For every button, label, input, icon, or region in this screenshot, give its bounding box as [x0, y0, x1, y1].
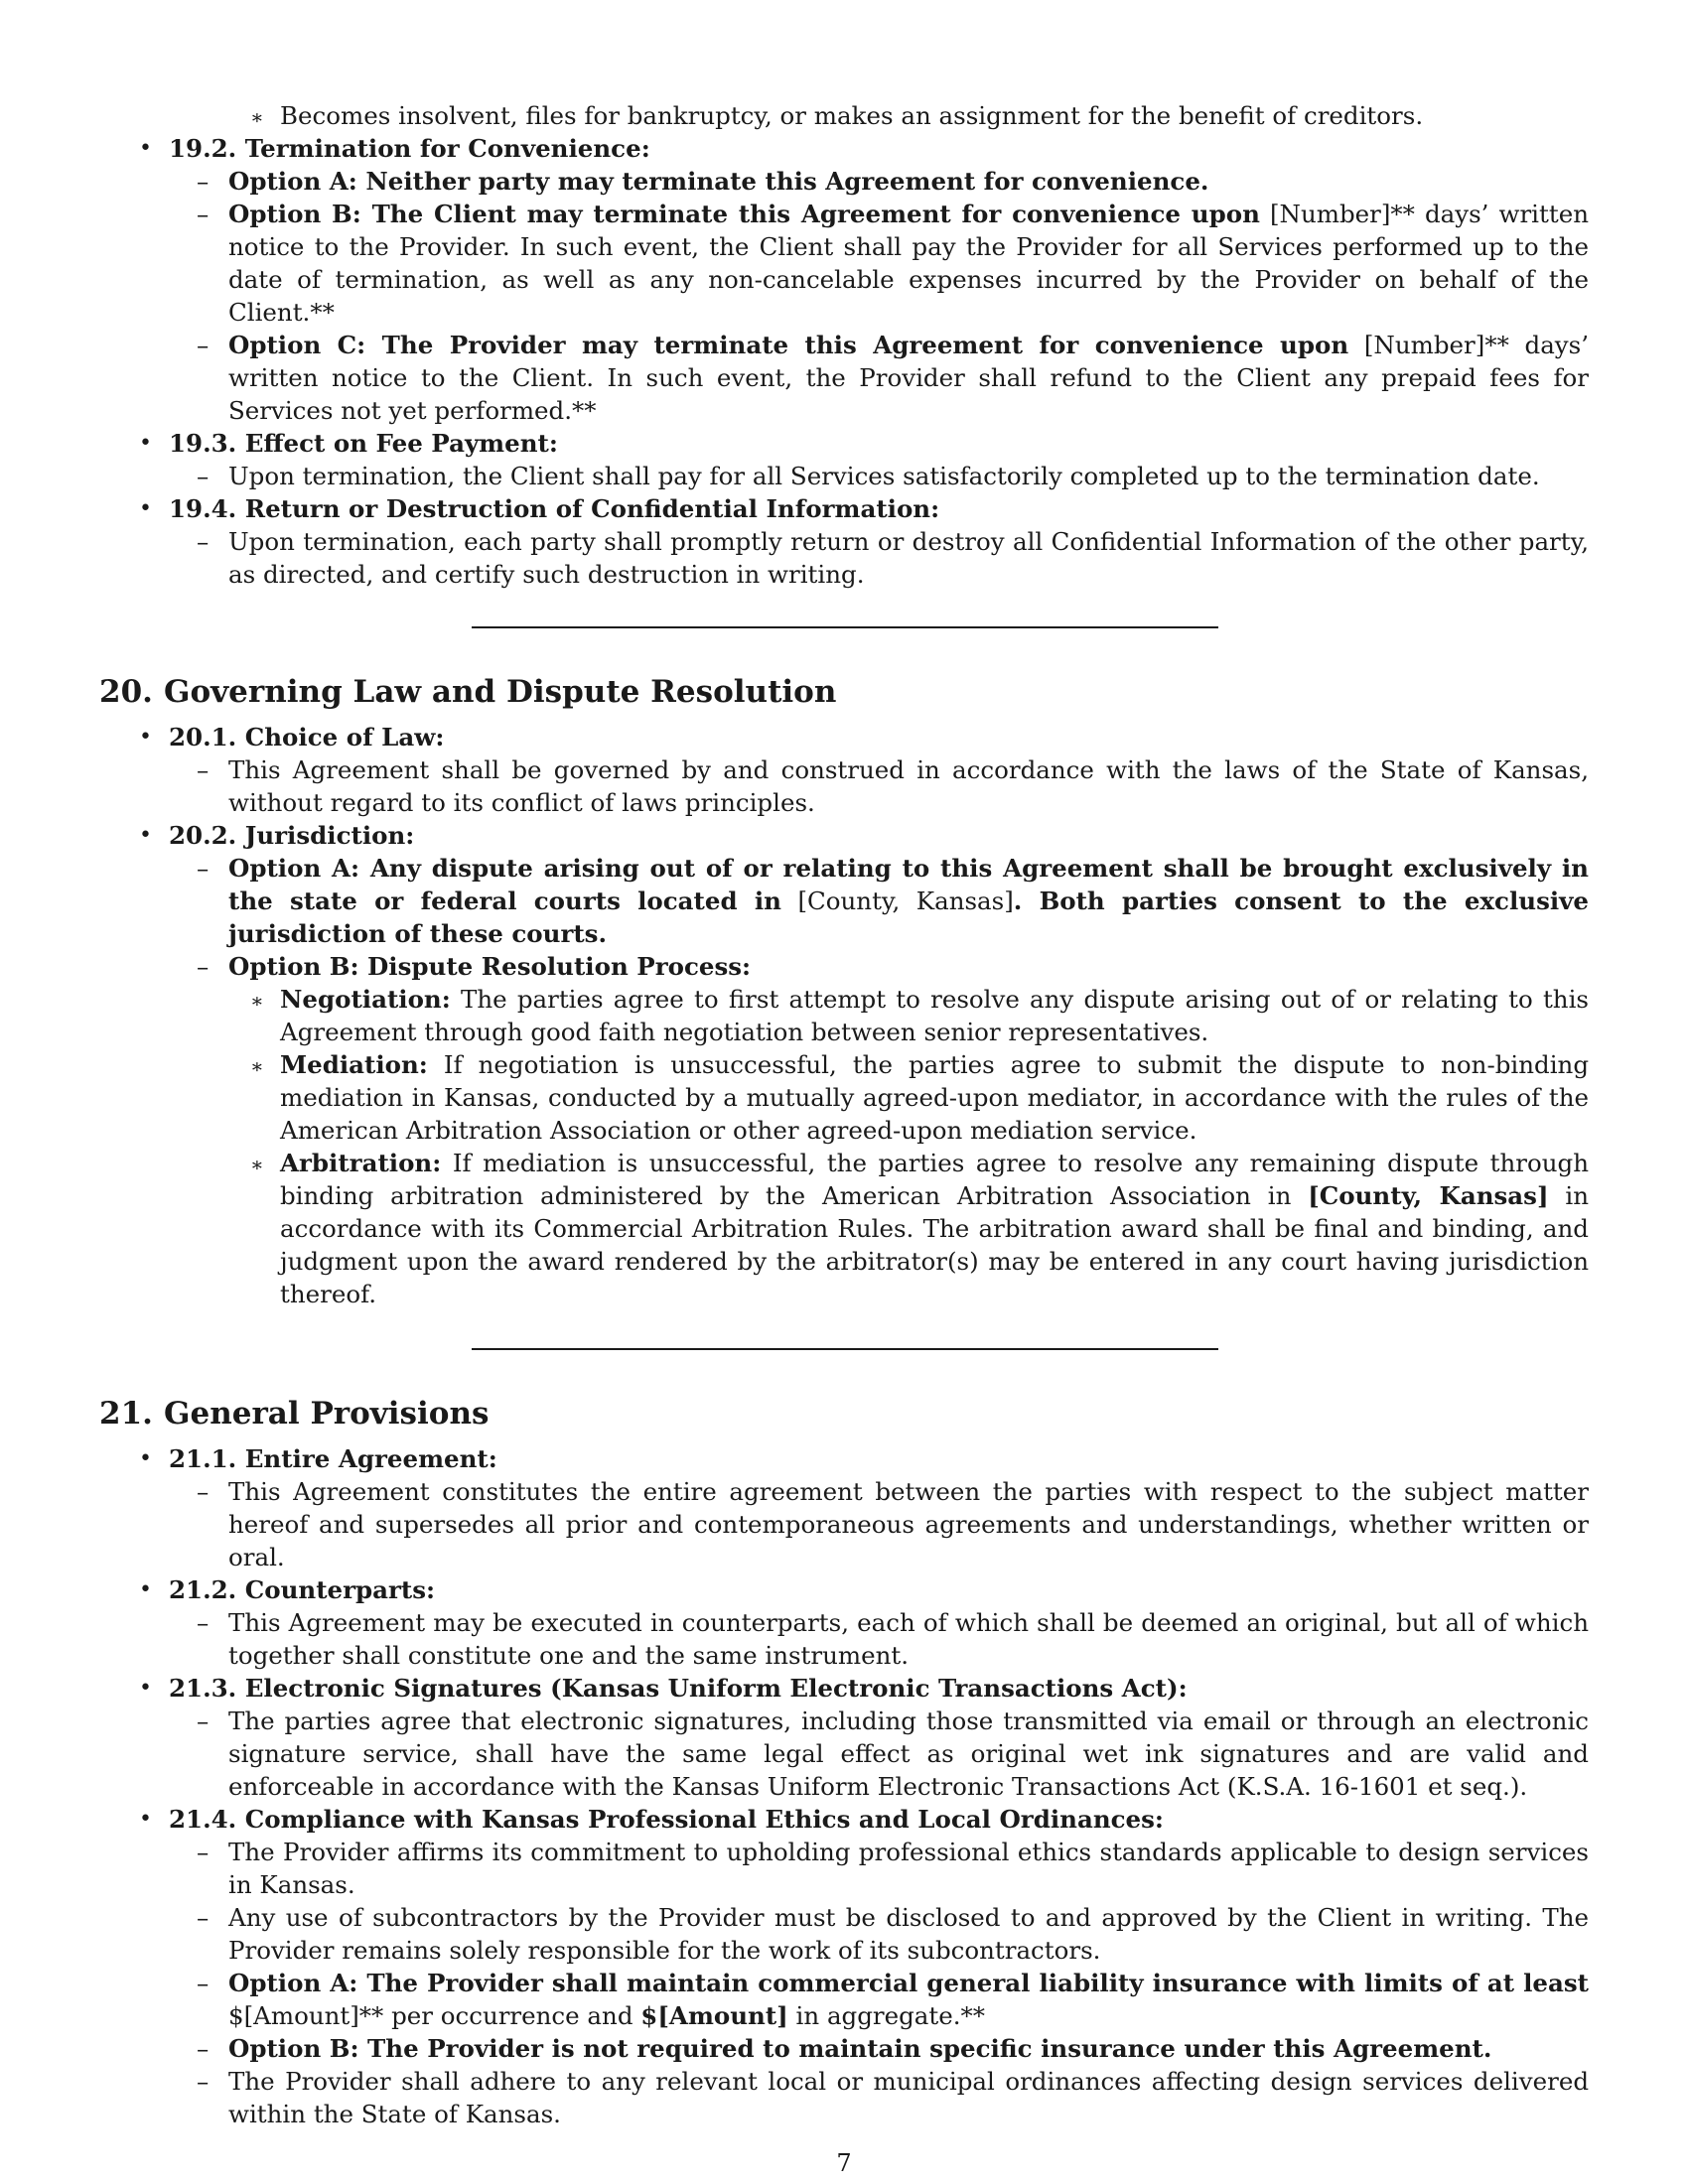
dash-bullet-icon: –	[197, 331, 210, 359]
clause-21-2-text: – This Agreement may be executed in counterparts, each of which shall be deemed an original, but all of which together shall constitute one and the same instrument.	[197, 1608, 1589, 1670]
section-divider	[472, 626, 1218, 628]
clause-20-2-option-a: – Option A: Any dispute arising out of or relating to this Agreement shall be brought exclusively in the state or federal courts located in [County, Kansas]. Both parties consent to the exclusive jurisdiction of these courts.	[197, 854, 1590, 948]
clause-21-3-text: – The parties agree that electronic signatures, including those transmitted via email or through an electronic signature service, shall have the same legal effect as original wet ink signatures and are valid and enforceable in accordance with the Kansas Uniform Electronic Transactions Act (K.S.A. 16-1601 et seq.).	[197, 1706, 1589, 1801]
page-number: 7	[836, 2149, 852, 2177]
clause-21-4-item-5: – The Provider shall adhere to any relevant local or municipal ordinances affecting design services delivered within the State of Kansas.	[197, 2067, 1589, 2128]
section-20-heading: 20. Governing Law and Dispute Resolution	[99, 674, 837, 710]
clause-19-3-text: – Upon termination, the Client shall pay for all Services satisfactorily completed up to the termination date.	[197, 462, 1540, 490]
bullet-icon: •	[139, 1807, 152, 1832]
dash-bullet-icon: –	[197, 1969, 210, 1997]
dash-bullet-icon: –	[197, 167, 210, 196]
dash-bullet-icon: –	[197, 1838, 210, 1866]
asterisk-bullet-icon: ∗	[250, 1054, 264, 1078]
dash-bullet-icon: –	[197, 462, 210, 490]
clause-21-1-text: – This Agreement constitutes the entire agreement between the parties with respect to the subject matter hereof and supersedes all prior and contemporaneous agreements and understandings, whether written or oral.	[197, 1477, 1589, 1571]
dash-bullet-icon: –	[197, 952, 210, 981]
clause-19-2-heading: • 19.2. Termination for Convenience:	[139, 134, 650, 163]
negotiation-item: ∗ Negotiation: The parties agree to first attempt to resolve any dispute arising out of or relating to this Agreement through good faith negotiation between senior representatives.	[250, 985, 1589, 1046]
dash-bullet-icon: –	[197, 2034, 210, 2063]
clause-21-2-heading: • 21.2. Counterparts:	[139, 1575, 436, 1604]
dash-bullet-icon: –	[197, 2067, 210, 2096]
clause-20-2-option-b: – Option B: Dispute Resolution Process:	[197, 952, 752, 981]
clause-20-2-heading: • 20.2. Jurisdiction:	[139, 821, 415, 850]
section-21-heading: 21. General Provisions	[99, 1396, 490, 1432]
bullet-icon: •	[139, 496, 152, 521]
clause-19-4-heading: • 19.4. Return or Destruction of Confidential Information:	[139, 494, 940, 523]
lead-sub-item	[250, 99, 1589, 132]
dash-bullet-icon: –	[197, 1706, 210, 1735]
bullet-icon: •	[139, 1577, 152, 1602]
mediation-item: ∗ Mediation: If negotiation is unsuccessful, the parties agree to submit the dispute to non-binding mediation in Kansas, conducted by a mutually agreed-upon mediator, in accordance with the rules of the American Arbitration Association or other agreed-upon mediation service.	[250, 1050, 1589, 1145]
bullet-icon: •	[139, 136, 152, 161]
dash-bullet-icon: –	[197, 854, 210, 883]
bullet-icon: •	[139, 725, 152, 750]
dash-bullet-icon: –	[197, 200, 210, 228]
bullet-icon: •	[139, 1446, 152, 1471]
clause-20-1-heading: • 20.1. Choice of Law:	[139, 723, 445, 751]
dash-bullet-icon: –	[197, 527, 210, 556]
clause-21-4-option-a: – Option A: The Provider shall maintain commercial general liability insurance with limits of at least $[Amount]** per occurrence and $[Amount] in aggregate.**	[197, 1969, 1589, 2030]
clause-21-4-item-2: – Any use of subcontractors by the Provider must be disclosed to and approved by the Client in writing. The Provider remains solely responsible for the work of its subcontractors.	[197, 1903, 1589, 1965]
dash-bullet-icon: –	[197, 755, 210, 784]
dash-bullet-icon: –	[197, 1608, 210, 1637]
asterisk-bullet-icon: ∗	[250, 105, 264, 129]
arbitration-item: ∗ Arbitration: If mediation is unsuccessful, the parties agree to resolve any remaining dispute through binding arbitration administered by the American Arbitration Association in [County, Kansas] in accordance with its Commercial Arbitration Rules. The arbitration award shall be final and binding, and judgment upon the award rendered by the arbitrator(s) may be entered in any court having jurisdiction thereof.	[250, 1149, 1590, 1308]
dash-bullet-icon: –	[197, 1903, 210, 1932]
clause-21-3-heading: • 21.3. Electronic Signatures (Kansas Uniform Electronic Transactions Act):	[139, 1674, 1188, 1703]
asterisk-bullet-icon: ∗	[250, 989, 264, 1013]
page-content	[99, 99, 1589, 2130]
section-divider	[472, 1348, 1218, 1350]
bullet-icon: •	[139, 1676, 152, 1701]
bullet-icon: •	[139, 431, 152, 456]
clause-19-2-option-b: – Option B: The Client may terminate this Agreement for convenience upon [Number]** days’ written notice to the Provider. In such event, the Client shall pay the Provider for all Services performed up to the date of termination, as well as any non-cancelable expenses incurred by the Provider on behalf of the Client.**	[197, 200, 1589, 327]
bullet-icon: •	[139, 823, 152, 848]
dash-bullet-icon: –	[197, 1477, 210, 1506]
clause-21-1-heading: • 21.1. Entire Agreement:	[139, 1444, 497, 1473]
clause-19-2-option-c: – Option C: The Provider may terminate this Agreement for convenience upon [Number]** days’ written notice to the Client. In such event, the Provider shall refund to the Client any prepaid fees for Services not yet performed.**	[197, 331, 1590, 425]
clause-19-4-text: – Upon termination, each party shall promptly return or destroy all Confidential Information of the other party, as directed, and certify such destruction in writing.	[197, 527, 1589, 589]
asterisk-bullet-icon: ∗	[250, 1153, 264, 1176]
clause-21-4-item-1: – The Provider affirms its commitment to upholding professional ethics standards applicable to design services in Kansas.	[197, 1838, 1589, 1899]
lead-item-text: Becomes insolvent, files for bankruptcy, or makes an assignment for the benefit of creditors.	[280, 101, 1424, 130]
clause-21-4-heading: • 21.4. Compliance with Kansas Professional Ethics and Local Ordinances:	[139, 1805, 1164, 1834]
clause-19-2-option-a: – Option A: Neither party may terminate this Agreement for convenience.	[197, 167, 1209, 196]
clause-21-4-option-b: – Option B: The Provider is not required to maintain specific insurance under this Agreement.	[197, 2034, 1492, 2063]
clause-19-3-heading: • 19.3. Effect on Fee Payment:	[139, 429, 558, 458]
clause-20-1-text: – This Agreement shall be governed by and construed in accordance with the laws of the State of Kansas, without regard to its conflict of laws principles.	[197, 755, 1589, 817]
